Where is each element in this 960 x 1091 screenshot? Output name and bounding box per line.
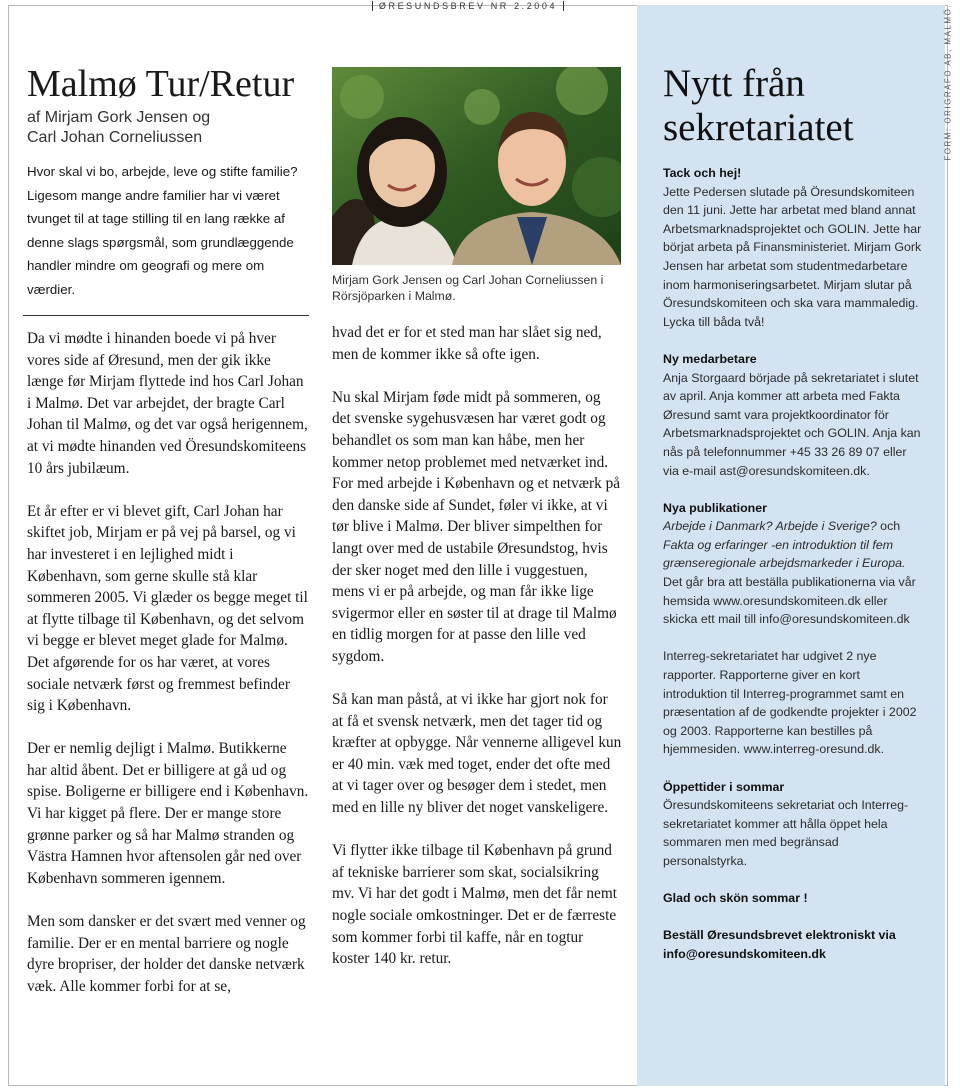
intro-divider — [23, 315, 309, 316]
news-heading: Ny medarbetare — [663, 351, 757, 366]
news-text: Öresundskomiteens sekretariat och Interreg-sekretariatet kommer att hålla öppet hela sommaren men med begränsad personalstyrka. — [663, 798, 909, 868]
article-title: Malmø Tur/Retur — [27, 63, 295, 105]
article-column-2 — [332, 67, 622, 970]
news-item-new-staff — [663, 350, 925, 480]
article-authors — [27, 108, 309, 148]
news-text: Anja Storgaard började på sekretariatet i slutet av april. Anja kommer att arbeta med Fakta Øresund samt vara projektkoordinator för Arbetsmarknadsprojektet och GOLIN. Anja kan nås på telefonnummer +45 33 26 89 07 eller via e-mail ast@oresundskomiteen.dk. — [663, 370, 921, 478]
publication-title-1: Arbejde i Danmark? Arbejde i Sverige? — [663, 519, 877, 534]
news-heading: Nya publikationer — [663, 500, 767, 515]
header-tick-right — [563, 1, 564, 11]
body-paragraph: Der er nemlig dejligt i Malmø. Butikkerne har altid åbent. Det er billigere at gå ud og spise. Boligerne er billigere end i København. Vi har kigget på flere. Der er mange store grønne parker og så har Malmø stranden og Västra Hamnen hvor aftensolen går ned over København sommeren igennem. — [27, 740, 309, 887]
news-item-interreg — [663, 647, 925, 759]
body-paragraph: Så kan man påstå, at vi ikke har gjort nok for at få et svensk netværk, men det tager tid og kræfter at opbygge. Når vennerne alligevel kun er 40 min. væk med toget, ender det ofte med at vi tager over og besøger dem i stedet, men med en lille ny bliver det noget vanskeligere. — [332, 691, 622, 817]
body-paragraph: hvad det er for et sted man har slået sig ned, men de kommer ikke så ofte igen. — [332, 324, 602, 363]
subscribe-text: Beställ Øresundsbrevet elektroniskt via — [663, 928, 896, 943]
body-paragraph: Nu skal Mirjam føde midt på sommeren, og det svenske sygehusvæsen har været godt og behandlet os som man kan håbe, men her kommer netop problemet med netværket ind. For med arbejde i København og et netværk på den danske side af Sundet, føler vi ikke, at vi tør blive i Malmø. Der bliver simpelthen for langt over med de ustabile Øresundstog, hvis der sker noget med den lille i vuggestuen, mens vi er på arbejde, og man får ikke lige svigermor eller en søster til at drage til Malmø en tidlig morgen for at passe den lille ved sygdom. — [332, 388, 621, 665]
sidebar-title-line-2: sekretariatet — [663, 106, 854, 149]
body-paragraph: Men som dansker er det svært med venner og familie. Der er en mental barriere og nogle dyre bropriser, der holder det danske netværk væk. Alle kommer forbi for at se, — [27, 913, 306, 995]
body-paragraph: Vi flytter ikke tilbage til København på grund af tekniske barrierer som skat, socialsikring mv. Vi har det godt i Malmø, men det får nemt nogle sociale omkostninger. Det er de færreste som kommer forbi til kaffe, når en togtur koster 140 kr. retur. — [332, 842, 617, 968]
news-heading: Tack och hej! — [663, 166, 742, 180]
subscribe-email: info@oresundskomiteen.dk — [663, 946, 826, 961]
authors-line-2: Carl Johan Corneliussen — [27, 129, 203, 146]
photo-caption: Mirjam Gork Jensen og Carl Johan Corneliussen i Rörsjöparken i Malmø. — [332, 273, 604, 303]
publication-title-2: Fakta og erfaringer -en introduktion til fem grænseregionale arbejdsmarkeder i Europa. — [663, 537, 906, 571]
couple-photo — [332, 67, 621, 265]
publication-order-text: Det går bra att beställa publikationerna via vår hemsida www.oresundskomiteen.dk eller skicka ett mail till info@oresundskomiteen.dk — [663, 575, 916, 627]
sidebar-news — [663, 62, 925, 964]
couple-photo-illustration — [332, 67, 621, 265]
news-item-publications — [663, 499, 925, 629]
article-intro: Hvor skal vi bo, arbejde, leve og stifte familie? Ligesom mange andre familier har vi været tvunget til at tage stilling til en lang række af denne slags spørgsmål, som grundlæggende handler mindre om geografi og mere om værdier. — [27, 164, 298, 297]
sidebar-title-line-1: Nytt från — [663, 62, 805, 105]
body-paragraph: Et år efter er vi blevet gift, Carl Johan har skiftet job, Mirjam er på vej på barsel, og vi har investeret i en lejlighed midt i København, som gerne skulle stå klar sommeren 2005. Vi glæder os begge meget til at flytte tilbage til København, og det selvom vi begge er blevet meget glade for Malmø. Det afgørende for os har været, at vores sociale netværk først og fremmest befinder sig i København. — [27, 502, 308, 715]
news-item-summer-hours — [663, 778, 925, 871]
news-text — [663, 517, 925, 629]
news-item-farewell — [663, 164, 925, 331]
header-text: ØRESUNDSBREV NR 2.2004 — [378, 1, 558, 11]
summer-greeting: Glad och skön sommar ! — [663, 891, 808, 906]
news-text: Jette Pedersen slutade på Öresundskomiteen den 11 juni. Jette har arbetat med bland annat Arbetsmarknadsprojektet och GOLIN. Jette har börjat arbeta på Finansministeriet. Mirjam Gork Jensen har arbetat som studentmedarbetare inom harmoniseringsarbetet. Mirjam slutar på Öresundskomiteen och ska vara mammaledig. Lycka till båda två! — [663, 184, 922, 329]
news-item-subscribe — [663, 926, 925, 963]
publication-conjunction: och — [876, 519, 901, 534]
body-paragraph: Da vi mødte i hinanden boede vi på hver vores side af Øresund, men der gik ikke længe før Mirjam flyttede ind hos Carl Johan i Malmø. Det var arbejdet, der bragte Carl Johan til Malmø, og det var også herigennem, at vi mødte hinanden ved Öresundskomiteens 10 års jubilæum. — [27, 330, 308, 477]
print-credit-text: FORM: ORIGRAFO AB, MALMÖ. — [944, 4, 953, 161]
news-heading: Öppettider i sommar — [663, 779, 785, 794]
sidebar-title — [663, 62, 925, 150]
print-credit — [944, 4, 956, 161]
news-item-greeting — [663, 889, 925, 908]
column-2-body — [332, 322, 622, 970]
newsletter-header — [372, 0, 564, 12]
article-column-1 — [27, 62, 309, 997]
news-text: Interreg-sekretariatet har udgivet 2 nye rapporter. Rapporterne giver en kort introduktion til Interreg-programmet samt en præsentation af de godkendte projekter i 2002 og 2003. Rapporterne kan bestilles på hjemmesiden. www.interreg-oresund.dk. — [663, 649, 917, 757]
column-1-body — [27, 328, 309, 997]
authors-line-1: af Mirjam Gork Jensen og — [27, 109, 211, 126]
